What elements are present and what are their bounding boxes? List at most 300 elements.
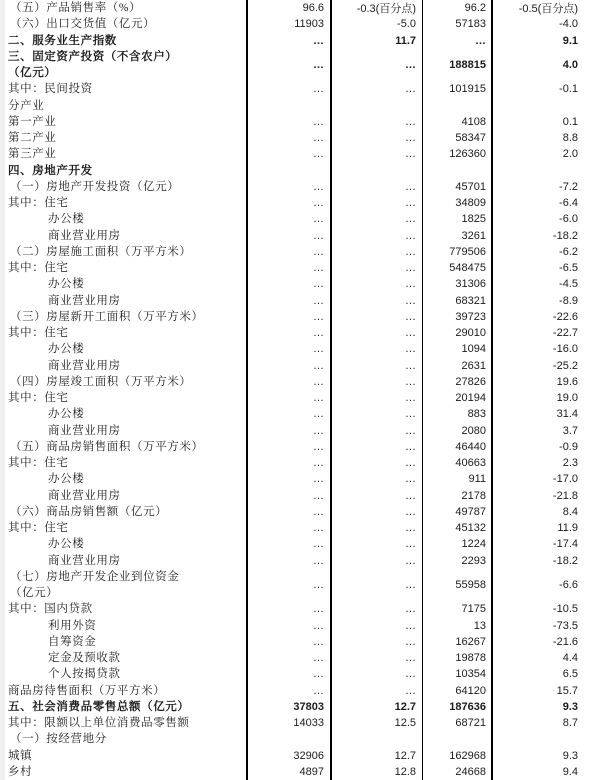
cumulative-growth-cell: -6.4 [559,197,578,210]
current-value-cell: … [248,553,332,569]
table-row [0,569,600,602]
current-value-cell: … [248,309,332,325]
current-value-cell: 96.6 [248,0,332,16]
current-growth-cell: … [332,211,423,227]
current-growth-cell: … [332,683,423,699]
current-growth-cell: … [332,146,423,162]
table-row [0,341,600,357]
current-value-cell: … [248,358,332,374]
cumulative-growth-cell: -22.7 [552,327,578,340]
current-growth-cell: … [332,488,423,504]
current-value-cell: … [248,650,332,666]
indicator-cell [0,374,248,390]
indicator-cell [0,569,248,602]
table-row [0,423,600,439]
current-value-cell: … [248,244,332,260]
indicator-cell [0,341,248,357]
cumulative-growth-cell: 9.4 [562,765,578,778]
cumulative-value-cell: 883 [423,406,493,422]
indicator-label: （六）商品房销售额（亿元） [10,505,168,518]
cumulative-growth-cell: -4.5 [559,278,578,291]
cumulative-growth-cell: -6.5 [559,262,578,275]
cumulative-value-cell [423,731,493,747]
current-value-cell [248,98,332,114]
current-growth-cell: … [332,325,423,341]
cumulative-value-cell: 34809 [423,195,493,211]
table-row [0,98,600,114]
table-row [0,650,600,666]
table-row [0,406,600,422]
indicator-cell [0,764,248,780]
cumulative-growth-cell: -25.2 [552,359,578,372]
cumulative-value-cell: 187636 [423,699,493,715]
indicator-cell [0,455,248,471]
current-growth-cell: … [332,520,423,536]
cumulative-growth-cell: 11.9 [557,522,578,535]
current-value-cell: 11903 [248,16,332,32]
current-value-cell: … [248,195,332,211]
indicator-cell [0,471,248,487]
current-growth-cell [332,163,423,179]
indicator-cell [0,634,248,650]
indicator-label: 其中：住宅 [8,522,69,534]
current-growth-cell: … [332,114,423,130]
indicator-cell [0,33,248,49]
current-value-cell: … [248,520,332,536]
cumulative-growth-cell: -16.0 [552,343,578,356]
cumulative-value-cell: 58347 [423,130,493,146]
indicator-label: 自筹资金 [48,635,97,648]
table-row [0,114,600,130]
indicator-cell [0,211,248,227]
current-growth-cell: … [332,341,423,357]
cumulative-value-cell: 10354 [423,666,493,682]
indicator-label: 商业营业用房 [48,359,121,372]
indicator-label: 商业营业用房 [48,554,121,567]
indicator-cell [0,195,248,211]
indicator-label: （四）房屋竣工面积（万平方米） [10,375,192,388]
cumulative-value-cell: 68321 [423,293,493,309]
indicator-cell [0,406,248,422]
current-growth-cell: … [332,618,423,634]
indicator-cell [0,325,248,341]
cumulative-growth-cell: -8.9 [559,294,578,307]
indicator-label: 商业营业用房 [48,229,121,242]
indicator-label: 其中：住宅 [8,327,69,339]
indicator-label: 第三产业 [8,148,57,161]
cumulative-value-cell: 20194 [423,390,493,406]
current-growth-cell: … [332,650,423,666]
table-row [0,683,600,699]
indicator-label: 五、社会消费品零售总额（亿元） [8,700,190,713]
current-growth-cell: … [332,553,423,569]
current-value-cell: … [248,114,332,130]
table-row [0,179,600,195]
table-row [0,276,600,292]
current-growth-cell: 12.7 [332,699,423,715]
indicator-cell [0,146,248,162]
indicator-label: 其中：住宅 [8,392,69,404]
current-value-cell: … [248,471,332,487]
cumulative-growth-cell: -18.2 [552,229,578,242]
indicator-label: 其中：民间投资 [8,83,93,96]
indicator-label-line2: （亿元） [10,587,59,599]
current-value-cell: … [248,49,332,82]
indicator-cell [0,536,248,552]
indicator-cell [0,276,248,292]
cumulative-value-cell: 2293 [423,553,493,569]
cumulative-value-cell: 29010 [423,325,493,341]
table-row [0,211,600,227]
indicator-cell [0,0,248,16]
current-value-cell: … [248,569,332,602]
cumulative-growth-cell: 0.1 [562,115,578,128]
table-row [0,715,600,731]
cumulative-growth-cell: -18.2 [552,554,578,567]
current-value-cell: 14033 [248,715,332,731]
indicator-label: （六）出口交货值（亿元） [10,18,156,31]
cumulative-growth-cell: -22.6 [552,310,578,323]
indicator-label: 办公楼 [48,538,85,551]
indicator-cell [0,601,248,617]
cumulative-value-cell: 45701 [423,179,493,195]
indicator-cell [0,130,248,146]
table-row [0,195,600,211]
table-row [0,764,600,780]
cumulative-value-cell: 64120 [423,683,493,699]
table-row [0,618,600,634]
current-value-cell: 32906 [248,748,332,764]
current-growth-cell: … [332,666,423,682]
current-value-cell: … [248,341,332,357]
cumulative-value-cell: 13 [423,618,493,634]
current-value-cell: … [248,276,332,292]
cumulative-value-cell: 96.2 [423,0,493,16]
current-value-cell: … [248,618,332,634]
cumulative-growth-cell: 15.7 [556,684,578,697]
indicator-cell [0,114,248,130]
current-value-cell [248,163,332,179]
table-row [0,699,600,715]
table-row [0,748,600,764]
table-row [0,390,600,406]
indicator-cell [0,731,248,747]
cumulative-growth-cell: 8.7 [562,717,578,730]
cumulative-growth-cell: -0.5(百分点) [518,3,578,16]
cumulative-growth-cell: -7.2 [559,180,578,193]
cumulative-value-cell: 16267 [423,634,493,650]
table-row [0,666,600,682]
indicator-cell [0,715,248,731]
table-row [0,471,600,487]
cumulative-value-cell: 911 [423,471,493,487]
table-row [0,228,600,244]
indicator-label: 商业营业用房 [48,424,121,437]
cumulative-growth-cell: -4.0 [559,18,578,31]
cumulative-growth-cell [493,163,600,179]
indicator-cell [0,683,248,699]
table-row [0,146,600,162]
cumulative-value-cell: 101915 [423,81,493,97]
table-row [0,163,600,179]
cumulative-growth-cell: -73.5 [552,619,578,632]
current-growth-cell: … [332,439,423,455]
current-growth-cell: … [332,536,423,552]
table-row [0,634,600,650]
cumulative-growth-cell: 9.3 [562,749,578,762]
current-value-cell: … [248,601,332,617]
indicator-cell [0,358,248,374]
indicator-label: 其中：住宅 [8,262,69,274]
current-value-cell: … [248,260,332,276]
current-growth-cell: … [332,130,423,146]
cumulative-value-cell: 3261 [423,228,493,244]
cumulative-value-cell: 126360 [423,146,493,162]
current-growth-cell: … [332,504,423,520]
indicator-cell [0,748,248,764]
cumulative-growth-cell: 19.0 [556,392,578,405]
table-row [0,358,600,374]
cumulative-value-cell: 2631 [423,358,493,374]
current-value-cell: … [248,488,332,504]
indicator-label: 商业营业用房 [48,489,121,502]
current-value-cell: … [248,130,332,146]
cumulative-growth-cell: -17.0 [552,473,578,486]
indicator-label: 城镇 [8,749,33,762]
current-value-cell: … [248,504,332,520]
cumulative-value-cell: 779506 [423,244,493,260]
indicator-label: 办公楼 [48,213,85,226]
current-value-cell: … [248,81,332,97]
cumulative-value-cell: 7175 [423,601,493,617]
indicator-label: 办公楼 [48,473,85,486]
table-row [0,309,600,325]
indicator-cell [0,423,248,439]
current-value-cell: … [248,33,332,49]
indicator-cell [0,309,248,325]
indicator-cell [0,618,248,634]
cumulative-value-cell: 39723 [423,309,493,325]
indicator-cell [0,16,248,32]
current-value-cell: … [248,683,332,699]
table-row [0,33,600,49]
current-value-cell: 4897 [248,764,332,780]
current-growth-cell [332,98,423,114]
current-growth-cell: -0.3(百分点) [332,0,423,16]
cumulative-growth-cell: -17.4 [552,538,578,551]
current-growth-cell: … [332,195,423,211]
indicator-label: 商品房待售面积（万平方米） [8,684,166,697]
indicator-cell [0,488,248,504]
cumulative-growth-cell: 6.5 [562,668,578,681]
cumulative-value-cell: 40663 [423,455,493,471]
cumulative-growth-cell: -6.6 [559,579,578,591]
indicator-cell [0,439,248,455]
cumulative-growth-cell: 2.0 [562,148,578,161]
current-value-cell: … [248,536,332,552]
cumulative-growth-cell: 8.8 [562,132,578,145]
indicator-label: 其中：限额以上单位消费品零售额 [8,717,190,729]
indicator-cell [0,293,248,309]
cumulative-value-cell: 68721 [423,715,493,731]
indicator-label: 乡村 [8,765,33,778]
current-growth-cell: … [332,244,423,260]
indicator-label: 办公楼 [48,278,85,291]
indicator-label: 分产业 [8,99,45,112]
current-growth-cell: 12.5 [332,715,423,731]
cumulative-value-cell: 19878 [423,650,493,666]
indicator-label: 其中：住宅 [8,197,69,209]
current-growth-cell: … [332,293,423,309]
indicator-label: 四、房地产开发 [8,164,93,177]
indicator-label: 第二产业 [8,132,57,144]
cumulative-value-cell [423,98,493,114]
current-value-cell: … [248,455,332,471]
table-row [0,293,600,309]
cumulative-growth-cell: 9.1 [562,34,578,47]
indicator-cell [0,666,248,682]
cumulative-value-cell: 162968 [423,748,493,764]
cumulative-growth-cell: 2.3 [562,457,578,470]
indicator-label-line2: （亿元） [8,67,57,79]
cumulative-growth-cell: -6.0 [559,213,578,226]
table-row [0,439,600,455]
cumulative-value-cell [423,163,493,179]
current-value-cell: 37803 [248,699,332,715]
current-growth-cell: … [332,260,423,276]
cumulative-growth-cell: 8.4 [562,505,578,518]
cumulative-growth-cell: 9.3 [562,700,578,713]
current-growth-cell: … [332,81,423,97]
current-value-cell: … [248,146,332,162]
cumulative-value-cell: 188815 [423,49,493,82]
current-growth-cell: … [332,455,423,471]
current-growth-cell: … [332,309,423,325]
cumulative-value-cell: 2178 [423,488,493,504]
current-growth-cell: … [332,179,423,195]
indicator-cell [0,81,248,97]
cumulative-value-cell: 27826 [423,374,493,390]
cumulative-growth-cell: 4.0 [562,59,578,71]
current-growth-cell: 11.7 [332,33,423,49]
cumulative-growth-cell: -21.8 [552,489,578,502]
indicator-cell [0,260,248,276]
current-value-cell: … [248,406,332,422]
table-row [0,325,600,341]
indicator-label: （三）房屋新开工面积（万平方米） [10,310,204,323]
current-value-cell: … [248,179,332,195]
cumulative-growth-cell: -0.9 [559,440,578,453]
indicator-cell [0,390,248,406]
current-growth-cell: … [332,228,423,244]
indicator-label: （一）房地产开发投资（亿元） [10,180,180,193]
current-growth-cell [332,731,423,747]
cumulative-growth-cell [493,98,600,114]
cumulative-value-cell: 1825 [423,211,493,227]
indicator-label: 办公楼 [48,408,85,421]
table-row [0,0,600,16]
cumulative-value-cell: 4108 [423,114,493,130]
table-row [0,488,600,504]
indicator-label: （五）商品房销售面积（万平方米） [10,440,204,453]
indicator-label: 定金及预收款 [48,652,121,664]
indicator-label: 利用外资 [48,619,97,632]
indicator-label: 其中：国内贷款 [8,603,93,616]
cumulative-value-cell: 57183 [423,16,493,32]
cumulative-value-cell: 548475 [423,260,493,276]
current-value-cell: … [248,325,332,341]
indicator-cell [0,98,248,114]
indicator-cell [0,244,248,260]
indicator-cell [0,504,248,520]
indicator-cell [0,699,248,715]
indicator-cell [0,520,248,536]
cumulative-growth-cell: -10.5 [552,603,578,616]
indicator-cell [0,228,248,244]
current-growth-cell: … [332,423,423,439]
current-growth-cell: 12.8 [332,764,423,780]
current-growth-cell: … [332,406,423,422]
table-row [0,536,600,552]
table-row [0,130,600,146]
table-row [0,374,600,390]
cumulative-growth-cell: 3.7 [562,424,578,437]
current-growth-cell: … [332,49,423,82]
current-growth-cell: -5.0 [332,16,423,32]
table-row [0,81,600,97]
cumulative-value-cell: 2080 [423,423,493,439]
table-row [0,731,600,747]
current-value-cell [248,731,332,747]
cumulative-value-cell: 31306 [423,276,493,292]
cumulative-growth-cell: 4.4 [562,652,578,665]
cumulative-value-cell: 46440 [423,439,493,455]
table-row [0,455,600,471]
cumulative-value-cell: 1224 [423,536,493,552]
table-row [0,16,600,32]
table-row [0,49,600,82]
current-value-cell: … [248,439,332,455]
cumulative-value-cell: 24668 [423,764,493,780]
current-value-cell: … [248,293,332,309]
table-row [0,553,600,569]
cumulative-value-cell: 55958 [423,569,493,602]
indicator-label: 办公楼 [48,343,85,356]
current-growth-cell: 12.7 [332,748,423,764]
cumulative-value-cell: 49787 [423,504,493,520]
indicator-label: （五）产品销售率（%） [10,2,142,14]
current-growth-cell: … [332,471,423,487]
current-growth-cell: … [332,276,423,292]
cumulative-value-cell: 45132 [423,520,493,536]
current-value-cell: … [248,423,332,439]
cumulative-growth-cell: -21.6 [552,635,578,648]
indicator-label: （二）房屋施工面积（万平方米） [10,245,192,258]
indicator-label: 三、固定资产投资（不含农户） [8,50,178,63]
current-value-cell: … [248,634,332,650]
current-growth-cell: … [332,374,423,390]
cumulative-growth-cell: -0.1 [559,83,578,96]
current-growth-cell: … [332,569,423,602]
indicator-label: （七）房地产开发企业到位资金 [10,570,180,583]
indicator-label: 商业营业用房 [48,294,121,307]
indicator-cell [0,49,248,82]
indicator-cell [0,650,248,666]
current-value-cell: … [248,390,332,406]
current-growth-cell: … [332,601,423,617]
indicator-cell [0,553,248,569]
indicator-label: 第一产业 [8,115,57,128]
